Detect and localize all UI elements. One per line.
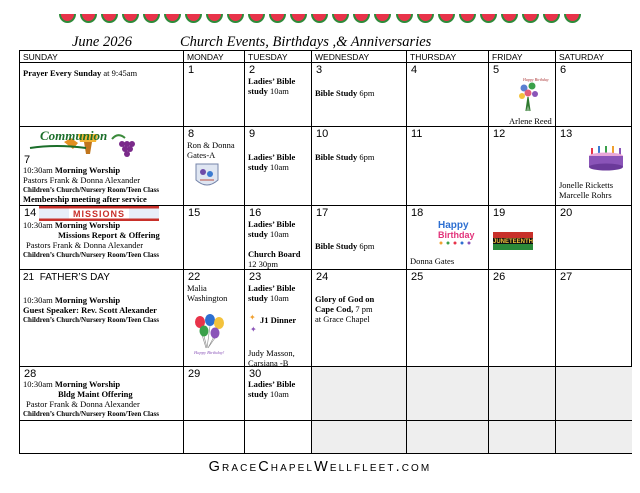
day-cell bbox=[245, 63, 312, 127]
watermelon-icon bbox=[333, 14, 348, 23]
watermelon-icon bbox=[270, 14, 285, 23]
date-number: 10 bbox=[316, 128, 329, 140]
watermelon-icon bbox=[165, 14, 180, 23]
date-number: 2 bbox=[249, 64, 256, 76]
empty-cell bbox=[407, 367, 489, 421]
event-text: Glory of God on bbox=[315, 294, 375, 304]
birthday-name: Arlene Reed bbox=[509, 116, 552, 126]
day-cell bbox=[184, 206, 245, 270]
day-cell bbox=[245, 367, 312, 421]
event-text: Bible Study 6pm bbox=[315, 152, 375, 162]
date-number: 6 bbox=[560, 64, 567, 76]
day-header-wednesday: WEDNESDAY bbox=[312, 51, 407, 63]
day-cell bbox=[245, 206, 312, 270]
date-number: 14 bbox=[24, 207, 37, 219]
svg-text:✦: ✦ bbox=[250, 325, 257, 334]
date-number: 20 bbox=[560, 207, 573, 219]
day-cell bbox=[489, 127, 556, 206]
website-footer: GraceChapelWellfleet.com bbox=[208, 459, 432, 475]
day-cell bbox=[20, 270, 184, 367]
juneteenth-text: JUNETEENTH bbox=[492, 239, 534, 245]
day-cell bbox=[407, 206, 489, 270]
event-text: Bible Study 6pm bbox=[315, 241, 375, 251]
balloons-image bbox=[190, 310, 226, 361]
calendar-grid bbox=[19, 50, 632, 454]
date-number: 1 bbox=[188, 64, 195, 76]
date-number: 26 bbox=[493, 271, 506, 283]
children-line: Children’s Church/Nursery Room/Teen Class bbox=[23, 316, 159, 324]
watermelon-icon bbox=[60, 14, 75, 23]
date-number: 3 bbox=[316, 64, 323, 76]
birthday-name: Donna Gates bbox=[410, 256, 455, 266]
day-header-friday: FRIDAY bbox=[489, 51, 556, 63]
date-number: 27 bbox=[560, 271, 573, 283]
date-number: 5 bbox=[493, 64, 500, 76]
date-number: 9 bbox=[249, 128, 256, 140]
anniversary-name: Ron & Donna bbox=[187, 140, 235, 150]
date-number: 29 bbox=[188, 368, 201, 380]
watermelon-banner bbox=[60, 14, 580, 32]
event-text: study 10am bbox=[248, 389, 289, 399]
prayer-note: Prayer Every Sunday at 9:45am bbox=[23, 68, 138, 78]
event-text: study 10am bbox=[248, 293, 289, 303]
page-title: Church Events, Birthdays ,& Anniversaries bbox=[180, 34, 432, 50]
day-cell bbox=[312, 127, 407, 206]
card-happy-text: Happy bbox=[438, 220, 469, 231]
watermelon-icon bbox=[460, 14, 475, 23]
event-text: study 10am bbox=[248, 162, 289, 172]
day-cell bbox=[489, 63, 556, 127]
day-header-saturday: SATURDAY bbox=[556, 51, 632, 63]
birthday-name: Washington bbox=[187, 293, 228, 303]
day-cell bbox=[245, 127, 312, 206]
bouquet-card-text: Happy Birthday bbox=[523, 77, 549, 82]
anniversary-badge-image bbox=[194, 162, 220, 195]
day-cell bbox=[407, 63, 489, 127]
event-text: Ladies’ Bible bbox=[248, 219, 296, 229]
empty-cell bbox=[556, 421, 632, 453]
watermelon-icon bbox=[186, 14, 201, 23]
children-line: Children’s Church/Nursery Room/Teen Class bbox=[23, 186, 159, 194]
anniversary-name: Gates-A bbox=[187, 150, 216, 160]
church-board-time: 12 30pm bbox=[248, 259, 278, 269]
pastors-line: Pastors Frank & Donna Alexander bbox=[26, 240, 144, 250]
watermelon-icon bbox=[291, 14, 306, 23]
date-number: 15 bbox=[188, 207, 201, 219]
date-number: 11 bbox=[411, 128, 423, 140]
offering-line: Missions Report & Offering bbox=[58, 230, 160, 240]
date-number: 28 bbox=[24, 368, 37, 380]
communion-text: Communion bbox=[40, 128, 108, 143]
event-text: Ladies’ Bible bbox=[248, 76, 296, 86]
day-cell bbox=[184, 270, 245, 367]
day-header-sunday: SUNDAY bbox=[20, 51, 184, 63]
watermelon-icon bbox=[523, 14, 538, 23]
watermelon-icon bbox=[228, 14, 243, 23]
watermelon-icon bbox=[439, 14, 454, 23]
date-number: 13 bbox=[560, 128, 573, 140]
worship-line: 10:30am Morning Worship bbox=[23, 295, 121, 305]
empty-cell bbox=[245, 421, 312, 453]
day-cell bbox=[184, 367, 245, 421]
date-number: 24 bbox=[316, 271, 329, 283]
watermelon-icon bbox=[312, 14, 327, 23]
event-text: study 10am bbox=[248, 229, 289, 239]
day-cell bbox=[556, 127, 632, 206]
offering-line: Bldg Maint Offering bbox=[58, 389, 133, 399]
children-line: Children’s Church/Nursery Room/Teen Class bbox=[23, 251, 159, 259]
church-board-event: Church Board bbox=[248, 249, 301, 259]
day-cell bbox=[20, 63, 184, 127]
empty-cell bbox=[312, 421, 407, 453]
children-line: Children’s Church/Nursery Room/Teen Class bbox=[23, 410, 159, 418]
watermelon-icon bbox=[544, 14, 559, 23]
date-number: 7 bbox=[24, 154, 31, 166]
worship-line: 10:30am Morning Worship bbox=[23, 220, 121, 230]
empty-cell bbox=[184, 421, 245, 453]
communion-banner bbox=[26, 128, 151, 163]
empty-cell bbox=[489, 367, 556, 421]
event-text: study 10am bbox=[248, 86, 289, 96]
empty-cell bbox=[20, 421, 184, 453]
date-number: 19 bbox=[493, 207, 506, 219]
anniversary-name: Judy Masson, bbox=[248, 348, 295, 358]
birthday-bouquet-image bbox=[514, 75, 549, 118]
day-cell bbox=[556, 206, 632, 270]
day-cell bbox=[556, 270, 632, 367]
day-cell bbox=[184, 63, 245, 127]
watermelon-icon bbox=[481, 14, 496, 23]
anniversary-name: Carsiana -B bbox=[248, 358, 289, 368]
j1-dinner-event: J1 Dinner bbox=[260, 315, 297, 325]
day-cell bbox=[312, 206, 407, 270]
balloons-card-text: Happy Birthday! bbox=[194, 350, 225, 355]
watermelon-icon bbox=[102, 14, 117, 23]
date-number: 30 bbox=[249, 368, 262, 380]
watermelon-icon bbox=[123, 14, 138, 23]
event-text: Cape Cod, 7 pm bbox=[315, 304, 373, 314]
watermelon-icon bbox=[375, 14, 390, 23]
day-cell bbox=[312, 63, 407, 127]
day-cell bbox=[245, 270, 312, 367]
birthday-name: Malia bbox=[187, 283, 207, 293]
empty-cell bbox=[312, 367, 407, 421]
day-cell bbox=[556, 63, 632, 127]
day-header-thursday: THURSDAY bbox=[407, 51, 489, 63]
date-number: 25 bbox=[411, 271, 424, 283]
pastors-line: Pastor Frank & Donna Alexander bbox=[26, 399, 140, 409]
event-text: at Grace Chapel bbox=[315, 314, 370, 324]
watermelon-icon bbox=[418, 14, 433, 23]
watermelon-icon bbox=[81, 14, 96, 23]
day-cell bbox=[20, 367, 184, 421]
day-cell bbox=[489, 270, 556, 367]
membership-line: Membership meeting after service bbox=[23, 194, 147, 204]
watermelon-icon bbox=[502, 14, 517, 23]
watermelon-icon bbox=[144, 14, 159, 23]
pastors-line: Pastors Frank & Donna Alexander bbox=[23, 175, 141, 185]
birthday-name: Marcelle Rohrs bbox=[559, 190, 612, 200]
watermelon-icon bbox=[397, 14, 412, 23]
month-label: June 2026 bbox=[72, 34, 132, 50]
date-number: 16 bbox=[249, 207, 262, 219]
fathers-day-label: 21 FATHER’S DAY bbox=[23, 272, 110, 283]
worship-line: 10:30am Morning Worship bbox=[23, 165, 121, 175]
day-cell bbox=[312, 270, 407, 367]
date-number: 17 bbox=[316, 207, 329, 219]
card-birthday-text: Birthday bbox=[438, 230, 475, 240]
day-cell bbox=[407, 127, 489, 206]
day-cell bbox=[184, 127, 245, 206]
svg-text:✦: ✦ bbox=[249, 313, 256, 322]
empty-cell bbox=[407, 421, 489, 453]
day-cell bbox=[20, 206, 184, 270]
happy-birthday-card bbox=[437, 218, 479, 251]
date-number: 22 bbox=[188, 271, 201, 283]
guest-speaker-line: Guest Speaker: Rev. Scott Alexander bbox=[23, 305, 157, 315]
event-text: Ladies’ Bible bbox=[248, 379, 296, 389]
watermelon-icon bbox=[565, 14, 580, 23]
stars-icon bbox=[248, 312, 260, 339]
day-cell bbox=[489, 206, 556, 270]
event-text: Ladies’ Bible bbox=[248, 283, 296, 293]
event-text: Ladies’ Bible bbox=[248, 152, 296, 162]
day-cell bbox=[407, 270, 489, 367]
birthday-name: Jonelle Ricketts bbox=[559, 180, 614, 190]
calendar-title bbox=[72, 34, 632, 50]
watermelon-icon bbox=[249, 14, 264, 23]
day-cell bbox=[20, 127, 184, 206]
watermelon-icon bbox=[207, 14, 222, 23]
date-number: 8 bbox=[188, 128, 195, 140]
watermelon-icon bbox=[354, 14, 369, 23]
day-header-tuesday: TUESDAY bbox=[245, 51, 312, 63]
date-number: 12 bbox=[493, 128, 506, 140]
empty-cell bbox=[556, 367, 632, 421]
date-number: 18 bbox=[411, 207, 424, 219]
empty-cell bbox=[489, 421, 556, 453]
birthday-cake-image bbox=[586, 140, 626, 177]
missions-text: MISSIONS bbox=[72, 209, 126, 219]
juneteenth-flag bbox=[493, 232, 533, 255]
date-number: 4 bbox=[411, 64, 418, 76]
date-number: 23 bbox=[249, 271, 262, 283]
event-text: Bible Study 6pm bbox=[315, 88, 375, 98]
day-header-monday: MONDAY bbox=[184, 51, 245, 63]
worship-line: 10:30am Morning Worship bbox=[23, 379, 121, 389]
